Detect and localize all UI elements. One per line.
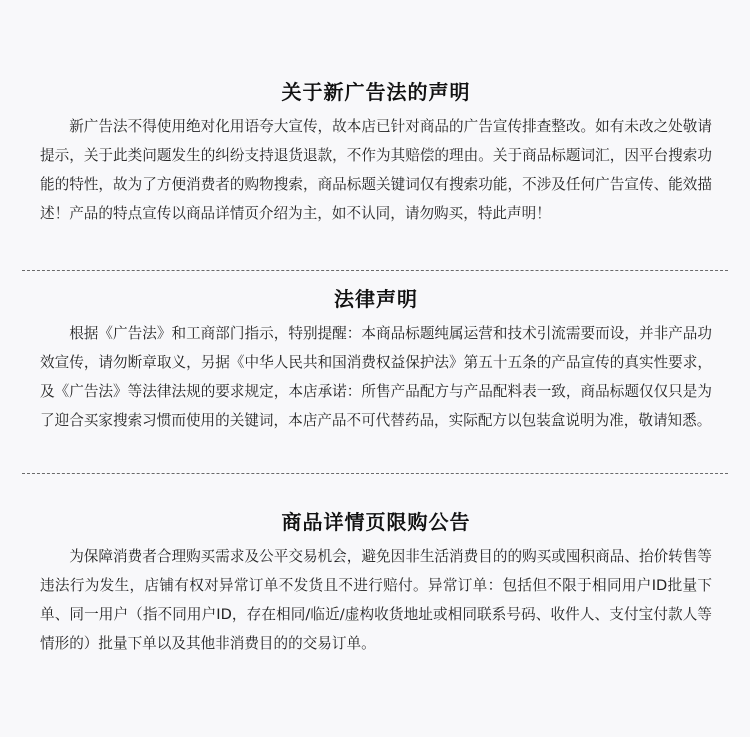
purchase-limit-notice xyxy=(0,508,750,658)
advertising-law-title: 关于新广告法的声明 xyxy=(281,80,471,104)
legal-statement-body: 根据《广告法》和工商部门指示，特别提醒：本商品标题纯属运营和技术引流需要而设，并非产品功效宣传，请勿断章取义，另据《中华人民共和国消费权益保护法》第五十五条的产品宣传的真实性要求，及《广告法》等法律法规的要求规定，本店承诺：所售产品配方与产品配料表一致，商品标题仅仅只是为了迎合买家搜索习惯而使用的关键词，本店产品不可代替药品，实际配方以包装盒说明为准，敬请知悉。 xyxy=(40,325,712,429)
legal-statement xyxy=(0,285,750,435)
legal-statement-title: 法律声明 xyxy=(334,287,418,311)
purchase-limit-title: 商品详情页限购公告 xyxy=(281,510,471,534)
section-divider xyxy=(22,270,728,271)
advertising-law-body: 新广告法不得使用绝对化用语夸大宣传，故本店已针对商品的广告宣传排查整改。如有未改之处敬请提示，关于此类问题发生的纠纷支持退货退款，不作为其赔偿的理由。关于商品标题词汇，因平台搜索功能的特性，故为了方便消费者的购物搜索，商品标题关键词仅有搜索功能，不涉及任何广告宣传、能效描述！产品的特点宣传以商品详情页介绍为主，如不认同，请勿购买，特此声明！ xyxy=(40,118,712,222)
purchase-limit-body: 为保障消费者合理购买需求及公平交易机会，避免因非生活消费目的的购买或囤积商品、抬价转售等违法行为发生，店铺有权对异常订单不发货且不进行赔付。异常订单：包括但不限于相同用户ID批量下单、同一用户（指不同用户ID，存在相同/临近/虚构收货地址或相同联系号码、收件人、支付宝付款人等情形的）批量下单以及其他非消费目的的交易订单。 xyxy=(40,548,712,652)
advertising-law-statement xyxy=(0,78,750,228)
section-divider xyxy=(22,473,728,474)
